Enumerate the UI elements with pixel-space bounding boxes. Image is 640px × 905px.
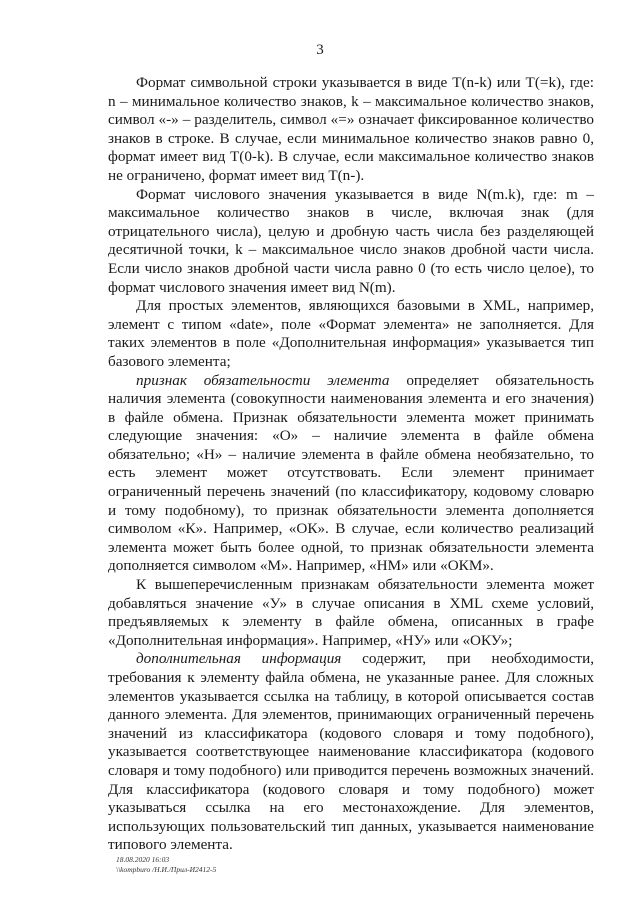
footer-stamp bbox=[116, 855, 216, 875]
paragraph-string-format: Формат символьной строки указывается в виде T(n-k) или T(=k), где: n – минимальное количество знаков, k – максимальное количество знаков, символ «-» – разделитель, символ «=» означает фиксированное количество знаков в строке. В случае, если минимальное количество знаков равно 0, формат имеет вид T(0-k). В случае, если максимальное количество знаков не ограничено, формат имеет вид T(n-). bbox=[108, 74, 594, 184]
term-additional-info: дополнительная информация bbox=[136, 650, 342, 668]
paragraph-mandatory-flag bbox=[108, 372, 594, 577]
term-mandatory-flag: признак обязательности элемента bbox=[136, 371, 390, 389]
paragraph-numeric-format: Формат числового значения указывается в виде N(m.k), где: m – максимальное количество знаков в числе, включая знак (для отрицательного числа), целую и дробную часть числа без разделяющей десятичной точки, k – максимальное число знаков дробной части числа. Если число знаков дробной части числа равно 0 (то есть число целое), то формат числового значения имеет вид N(m). bbox=[108, 185, 594, 296]
footer-file-path: \\kompburo /Н.И./Прил-И2412-5 bbox=[116, 865, 217, 874]
page-number: 3 bbox=[316, 42, 324, 58]
paragraph-additional-info bbox=[108, 650, 594, 855]
footer-timestamp: 18.08.2020 16:03 bbox=[116, 855, 170, 864]
paragraph-simple-elements: Для простых элементов, являющихся базовыми в XML, например, элемент с типом «date», поле «Формат элемента» не заполняется. Для таких элементов в поле «Дополнительная информация» указывается тип базового элемента; bbox=[108, 297, 594, 370]
document-body bbox=[108, 74, 594, 855]
paragraph-mandatory-flag-text: определяет обязательность наличия элемента (совокупности наименования элемента и его значения) в файле обмена. Признак обязательности элемента может принимать следующие значения: «О» – наличие элемента в файле обмена обязательно; «Н» – наличие элемента в файле обмена необязательно, то есть элемент может отсутствовать. Если элемент принимает ограниченный перечень значений (по классификатору, кодовому словарю и тому подобному), то признак обязательности элемента дополняется символом «К». Например, «ОК». В случае, если количество реализаций элемента может быть более одной, то признак обязательности элемента дополняется символом «М». Например, «НМ» или «ОКМ». bbox=[108, 371, 594, 575]
paragraph-additional-info-text: содержит, при необходимости, требования к элементу файла обмена, не указанные ранее. Для сложных элементов указывается ссылка на таблицу, в которой описывается состав данного элемента. Для элементов, принимающих ограниченный перечень значений из классификатора (кодового словаря и тому подобного), указывается соответствующее наименование классификатора (кодового словаря и тому подобного) или приводится перечень возможных значений. Для классификатора (кодового словаря и тому подобного) может указываться ссылка на его местонахождение. Для элементов, использующих пользовательский тип данных, указывается наименование типового элемента. bbox=[108, 650, 594, 854]
paragraph-conditional-flag: К вышеперечисленным признакам обязательности элемента может добавляться значение «У» в случае описания в XML схеме условий, предъявляемых к элементу в файле обмена, описанных в графе «Дополнительная информация». Например, «НУ» или «ОКУ»; bbox=[108, 576, 594, 649]
